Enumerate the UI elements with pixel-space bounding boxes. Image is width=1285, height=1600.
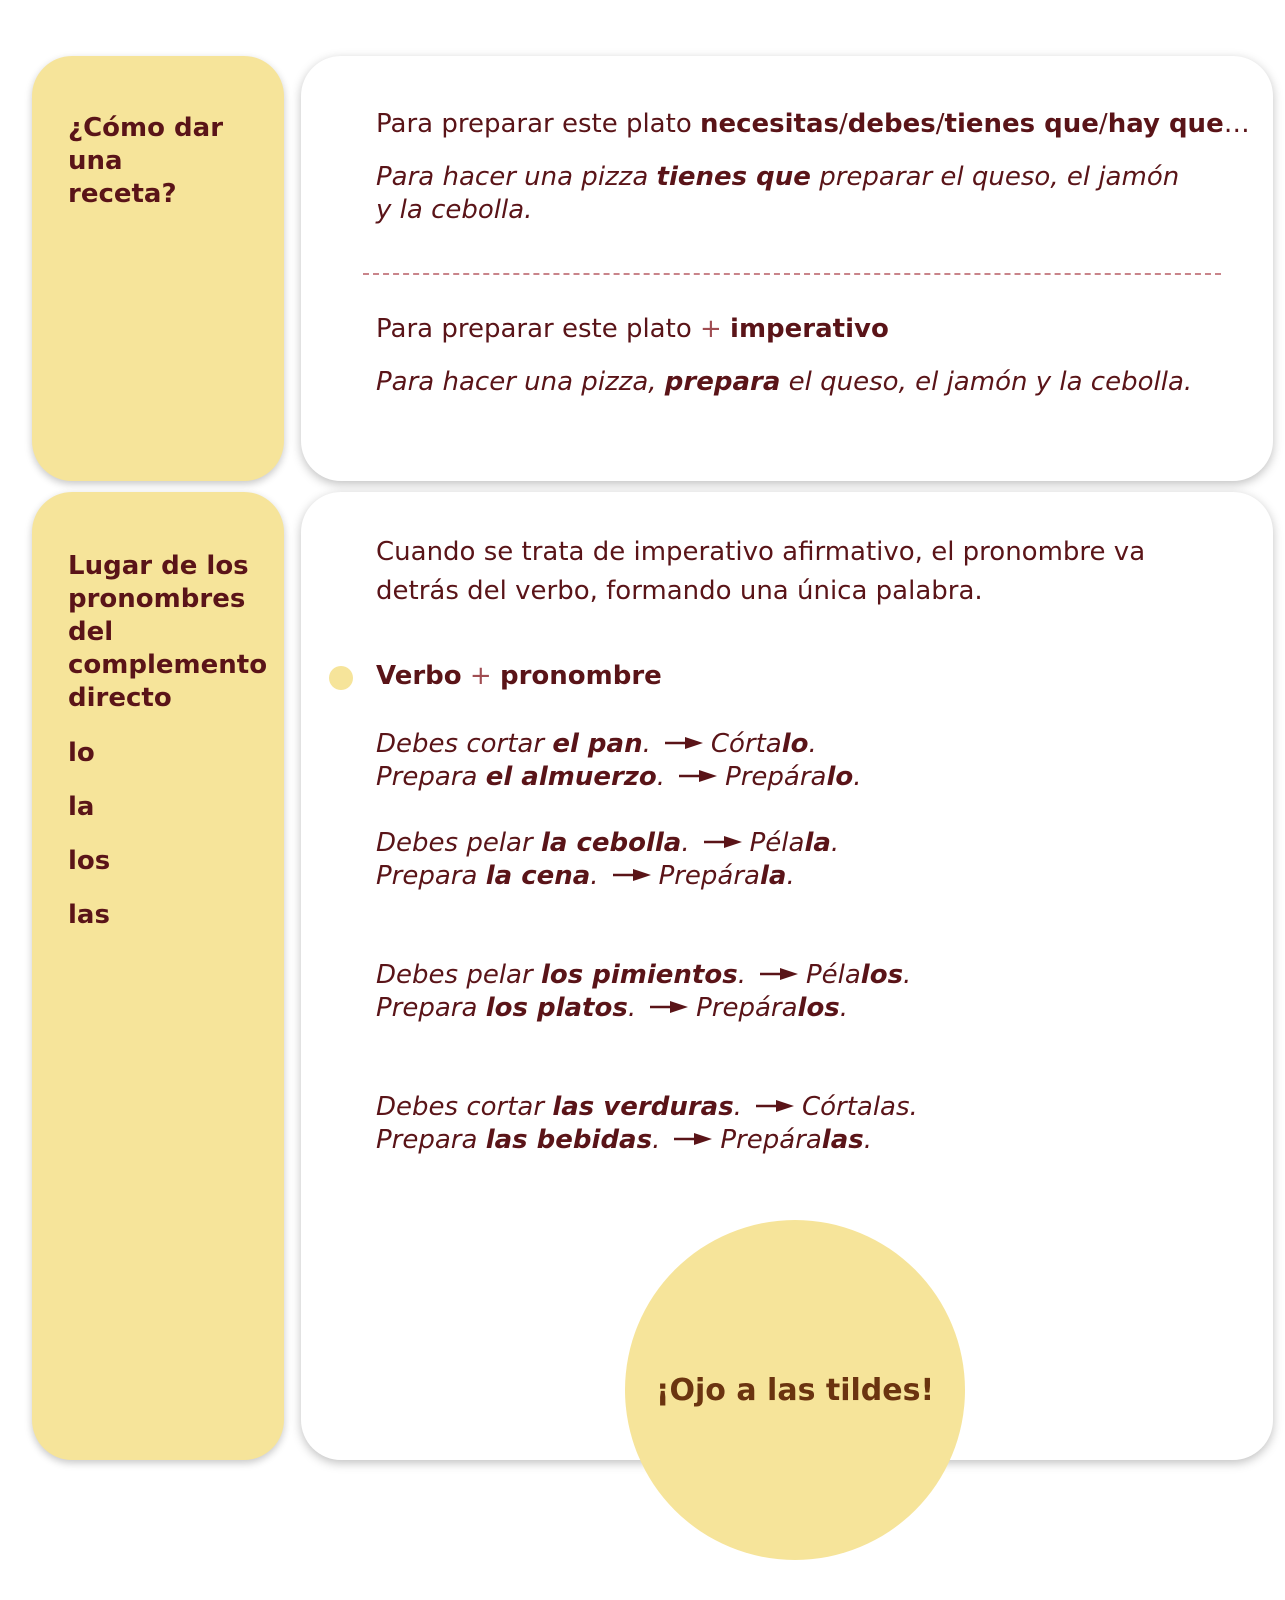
recipe-example-1: Para hacer una pizza tienes que preparar el queso, el jamón: [376, 162, 1180, 192]
arrow-right-icon: [613, 868, 651, 882]
example-row: Prepara las bebidas. Prepáralas.: [376, 1125, 872, 1155]
bullet-dot: [329, 666, 353, 690]
rule-line: Verbo + pronombre: [376, 661, 662, 691]
arrow-right-icon: [665, 736, 703, 750]
arrow-right-icon: [756, 1099, 794, 1113]
arrow-right-icon: [679, 769, 717, 783]
example-row: Debes cortar el pan. Córtalo.: [376, 729, 817, 759]
section-label-recipe: [32, 56, 284, 481]
accent-callout: ¡Ojo a las tildes!: [625, 1220, 965, 1560]
pronoun-lo: lo: [68, 738, 95, 768]
recipe-example-2: Para hacer una pizza, prepara el queso, el jamón y la cebolla.: [376, 367, 1193, 397]
pronoun-los: los: [68, 846, 111, 876]
recipe-intro-2: Para preparar este plato + imperativo: [376, 314, 889, 344]
pronoun-las: las: [68, 900, 110, 930]
section-title-pronouns: Lugar de los pronombres del complemento directo: [68, 551, 268, 713]
example-row: Debes cortar las verduras. Córtalas.: [376, 1092, 918, 1122]
section-title-recipe: ¿Cómo dar una receta?: [68, 113, 224, 209]
arrow-right-icon: [650, 1000, 688, 1014]
explanation-line-2: detrás del verbo, formando una única palabra.: [376, 576, 983, 606]
arrow-right-icon: [704, 835, 742, 849]
arrow-right-icon: [760, 967, 798, 981]
recipe-box: [301, 56, 1273, 481]
example-row: Prepara el almuerzo. Prepáralo.: [376, 762, 862, 792]
recipe-intro: Para preparar este plato necesitas/debes/tienes que/hay que…: [376, 109, 1250, 139]
arrow-right-icon: [674, 1132, 712, 1146]
pronoun-la: la: [68, 792, 95, 822]
example-row: Prepara los platos. Prepáralos.: [376, 993, 849, 1023]
example-row: Prepara la cena. Prepárala.: [376, 861, 795, 891]
recipe-example-1-cont: y la cebolla.: [376, 195, 533, 225]
dashed-divider: [363, 273, 1221, 275]
section-label-pronouns: [32, 492, 284, 1460]
example-row: Debes pelar la cebolla. Pélala.: [376, 828, 840, 858]
example-row: Debes pelar los pimientos. Pélalos.: [376, 960, 912, 990]
explanation-line-1: Cuando se trata de imperativo afirmativo, el pronombre va: [376, 537, 1146, 567]
